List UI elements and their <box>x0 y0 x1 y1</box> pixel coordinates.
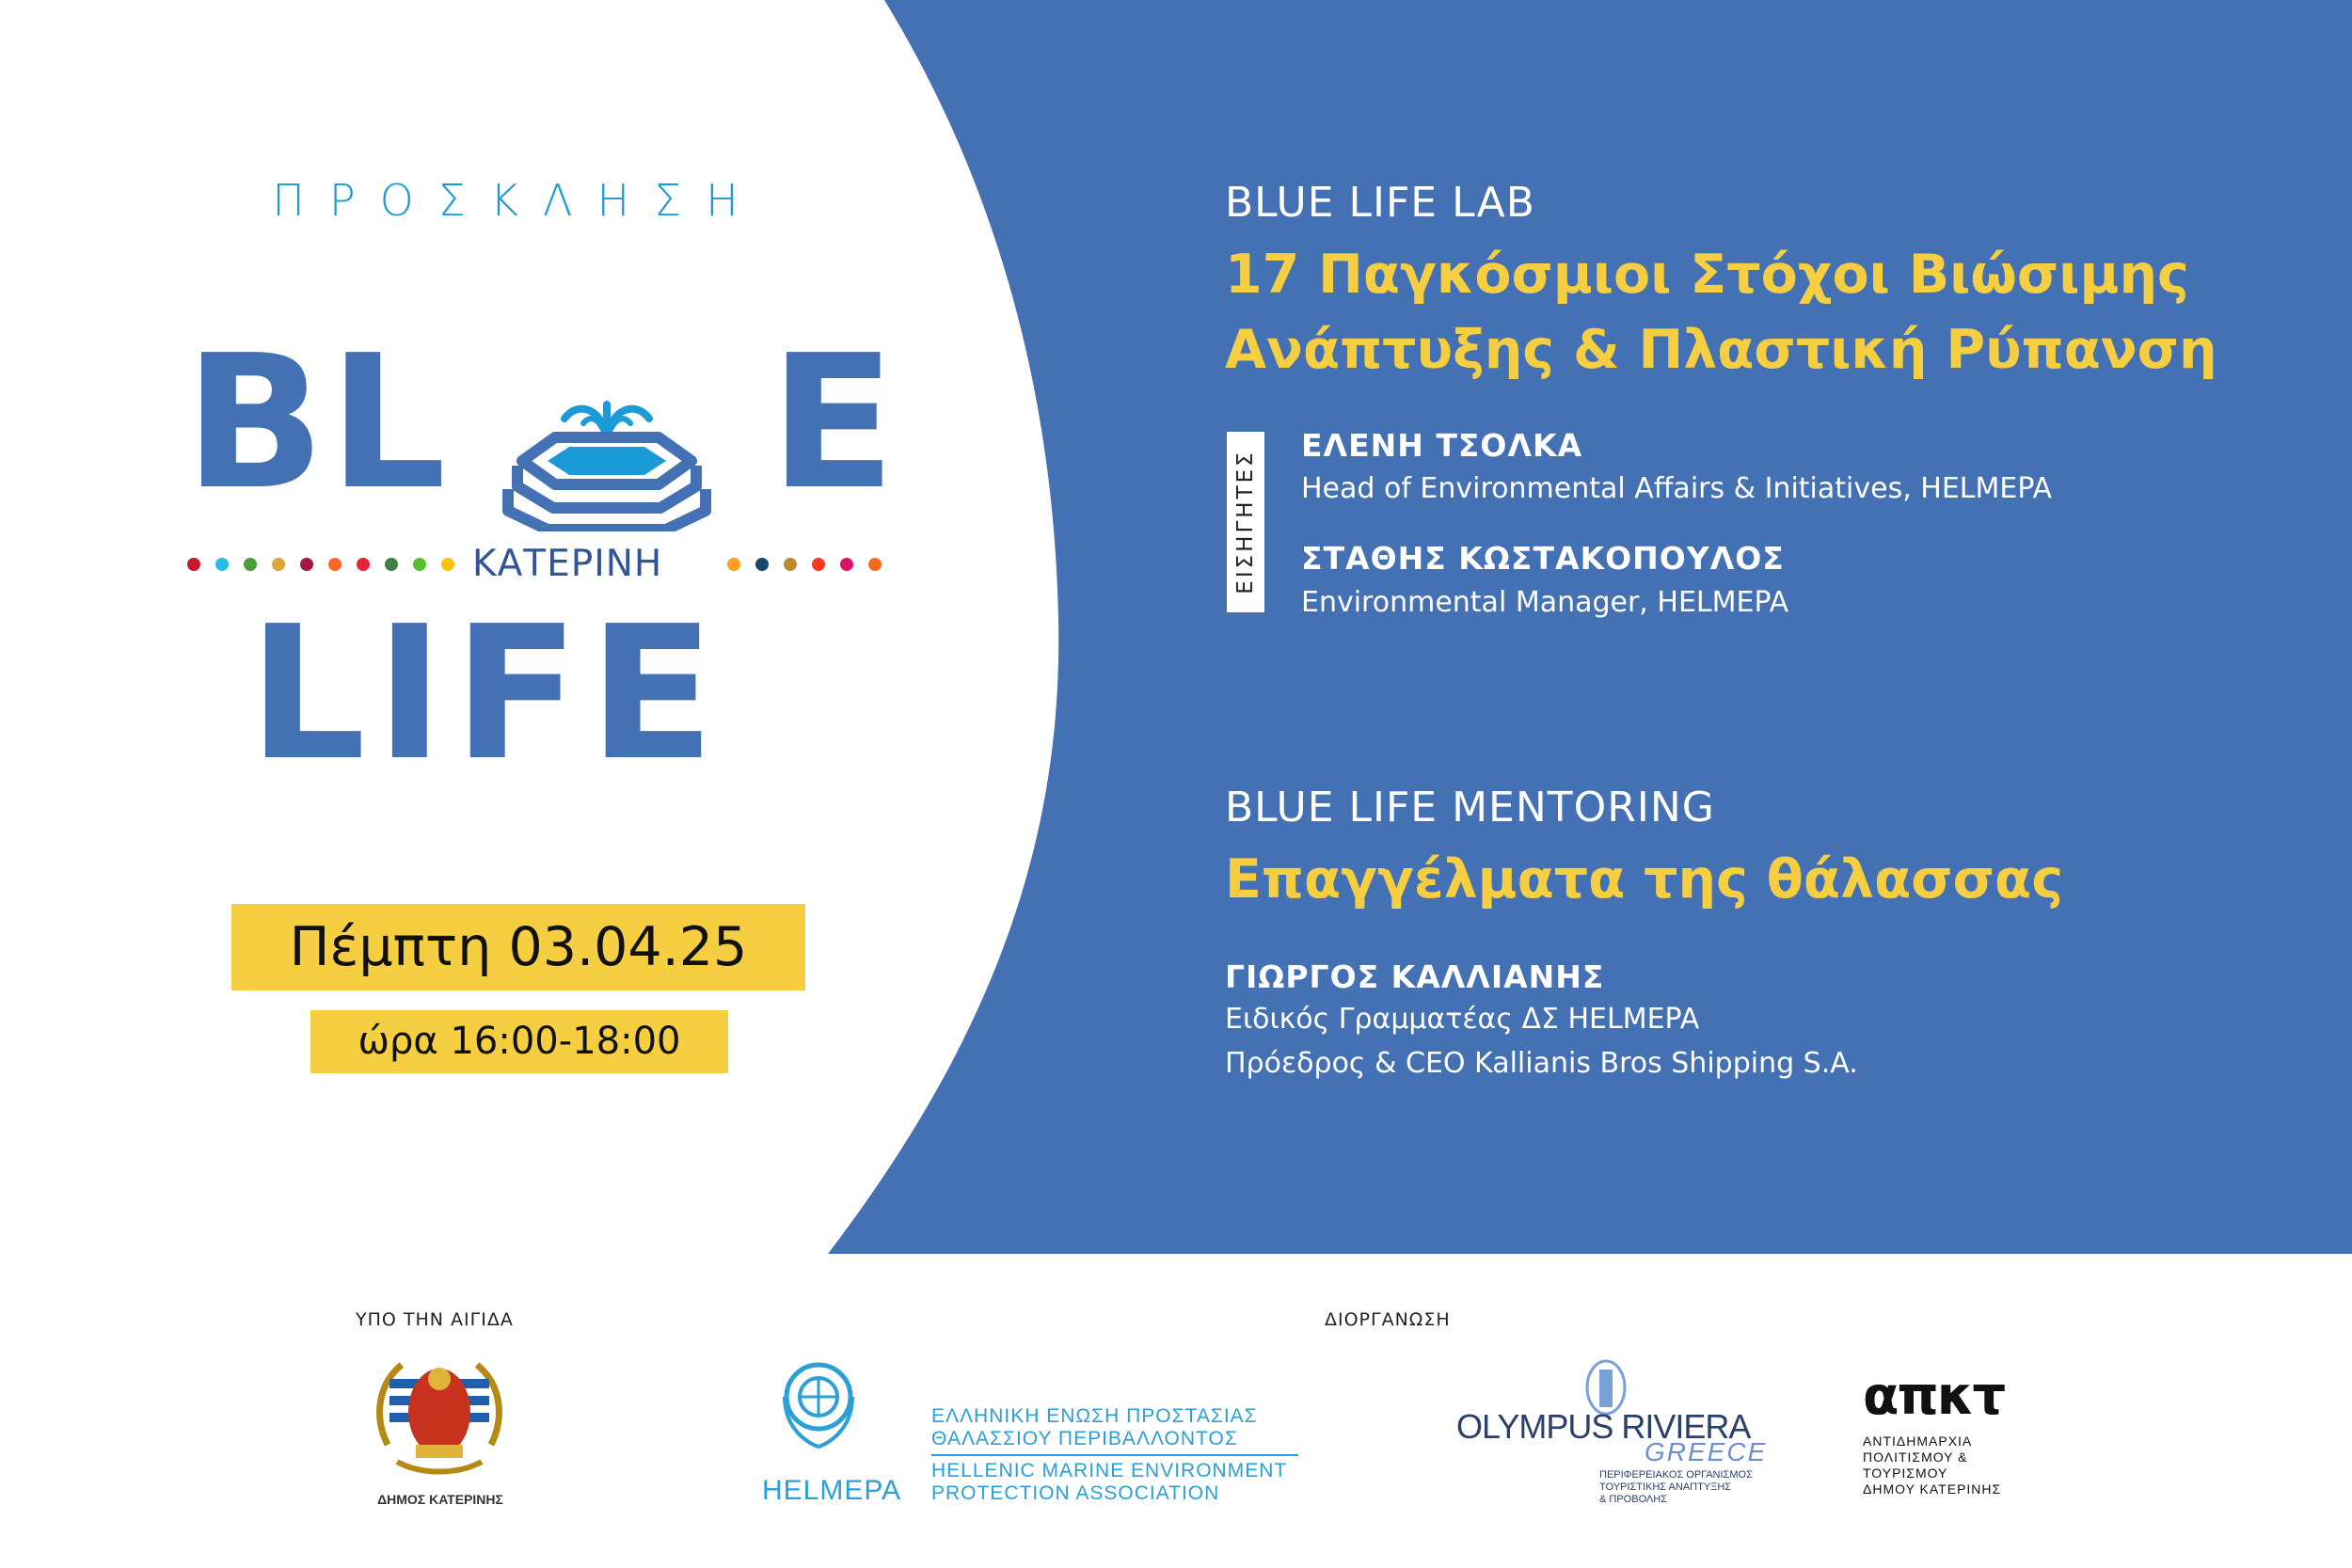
mentoring-title: Επαγγέλματα της θάλασσας <box>1225 848 2063 911</box>
helmepa-divider <box>931 1454 1298 1456</box>
speaker-name: ΕΛΕΝΗ ΤΣΟΛΚΑ <box>1301 427 1583 464</box>
olympus-name: OLYMPUS RIVIERA <box>1456 1407 1751 1446</box>
municipality-seal-icon <box>369 1351 510 1487</box>
dot <box>868 558 882 571</box>
olympus-desc-line: ΤΟΥΡΙΣΤΙΚΗΣ ΑΝΑΠΤΥΞΗΣ <box>1599 1481 1732 1493</box>
mentor-name: ΓΙΩΡΓΟΣ ΚΑΛΛΙΑΝΗΣ <box>1225 958 1605 995</box>
helmepa-english-line2: PROTECTION ASSOCIATION <box>931 1482 1220 1504</box>
dot <box>784 558 797 571</box>
mentoring-heading: BLUE LIFE MENTORING <box>1225 784 1715 832</box>
apt-desc-line: ΑΝΤΙΔΗΜΑΡΧΙΑ <box>1863 1433 1973 1449</box>
olympus-sub: GREECE <box>1645 1437 1768 1466</box>
dot <box>300 558 313 571</box>
logo-text-life: LIFE <box>248 587 724 801</box>
organizer-label: ΔΙΟΡΓΑΝΩΣΗ <box>1325 1309 1451 1330</box>
event-time: ώρα 16:00-18:00 <box>310 1010 728 1073</box>
dot <box>357 558 370 571</box>
invitation-heading: ΠΡΟΣΚΛΗΣΗ <box>272 175 763 226</box>
dot <box>727 558 740 571</box>
dot <box>244 558 257 571</box>
dot <box>812 558 825 571</box>
speaker-role: Head of Environmental Affairs & Initiatives, HELMEPA <box>1301 472 2053 505</box>
helmepa-emblem-icon <box>771 1354 866 1458</box>
olympus-desc-line: ΠΕΡΙΦΕΡΕΙΑΚΟΣ ΟΡΓΑΝΙΣΜΟΣ <box>1599 1469 1753 1481</box>
municipality-name: ΔΗΜΟΣ ΚΑΤΕΡΙΝΗΣ <box>377 1492 503 1507</box>
dot <box>328 558 342 571</box>
olympus-desc-line: & ΠΡΟΒΟΛΗΣ <box>1599 1494 1668 1505</box>
logo-text-bl: BL <box>184 316 451 531</box>
helmepa-english-line1: HELLENIC MARINE ENVIRONMENT <box>931 1460 1288 1481</box>
speakers-tab-label: ΕΙΣΗΓΗΤΕΣ <box>1233 450 1258 594</box>
logo-city: ΚΑΤΕΡΙΝΗ <box>472 543 663 585</box>
mentor-role: Πρόεδρος & CEO Kallianis Bros Shipping S.A. <box>1225 1047 1858 1080</box>
dot <box>755 558 769 571</box>
apt-logo: απκτ <box>1863 1366 2005 1427</box>
mentor-role: Ειδικός Γραμματέας ΔΣ HELMEPA <box>1225 1003 1700 1036</box>
speakers-tab <box>1227 432 1264 612</box>
lab-title-line1: 17 Παγκόσμιοι Στόχοι Βιώσιμης <box>1225 244 2189 306</box>
speaker-name: ΣΤΑΘΗΣ ΚΩΣΤΑΚΟΠΟΥΛΟΣ <box>1301 540 1785 577</box>
apt-desc <box>1863 1433 2001 1497</box>
dot <box>413 558 426 571</box>
lab-heading: BLUE LIFE LAB <box>1225 179 1535 227</box>
event-date: Πέμπτη 03.04.25 <box>231 904 805 990</box>
dot <box>840 558 853 571</box>
dot <box>215 558 229 571</box>
speaker-role: Environmental Manager, HELMEPA <box>1301 586 1789 619</box>
auspices-label: ΥΠΟ ΤΗΝ ΑΙΓΙΔΑ <box>356 1309 514 1330</box>
dot <box>272 558 285 571</box>
dot <box>441 558 454 571</box>
apt-desc-line: ΤΟΥΡΙΣΜΟΥ <box>1863 1465 1948 1481</box>
apt-desc-line: ΔΗΜΟΥ ΚΑΤΕΡΙΝΗΣ <box>1863 1481 2002 1497</box>
helmepa-greek-line1: ΕΛΛΗΝΙΚΗ ΕΝΩΣΗ ΠΡΟΣΤΑΣΙΑΣ <box>931 1405 1258 1427</box>
logo-text-e: E <box>770 316 896 531</box>
helmepa-acronym: HELMEPA <box>762 1475 902 1506</box>
fountain-icon <box>489 381 724 531</box>
dot <box>385 558 398 571</box>
lab-title-line2: Ανάπτυξης & Πλαστική Ρύπανση <box>1225 319 2217 381</box>
apt-desc-line: ΠΟΛΙΤΙΣΜΟΥ & <box>1863 1449 1968 1465</box>
dot <box>187 558 200 571</box>
olympus-desc <box>1599 1469 1753 1506</box>
helmepa-greek-line2: ΘΑΛΑΣΣΙΟΥ ΠΕΡΙΒΑΛΛΟΝΤΟΣ <box>931 1428 1238 1449</box>
